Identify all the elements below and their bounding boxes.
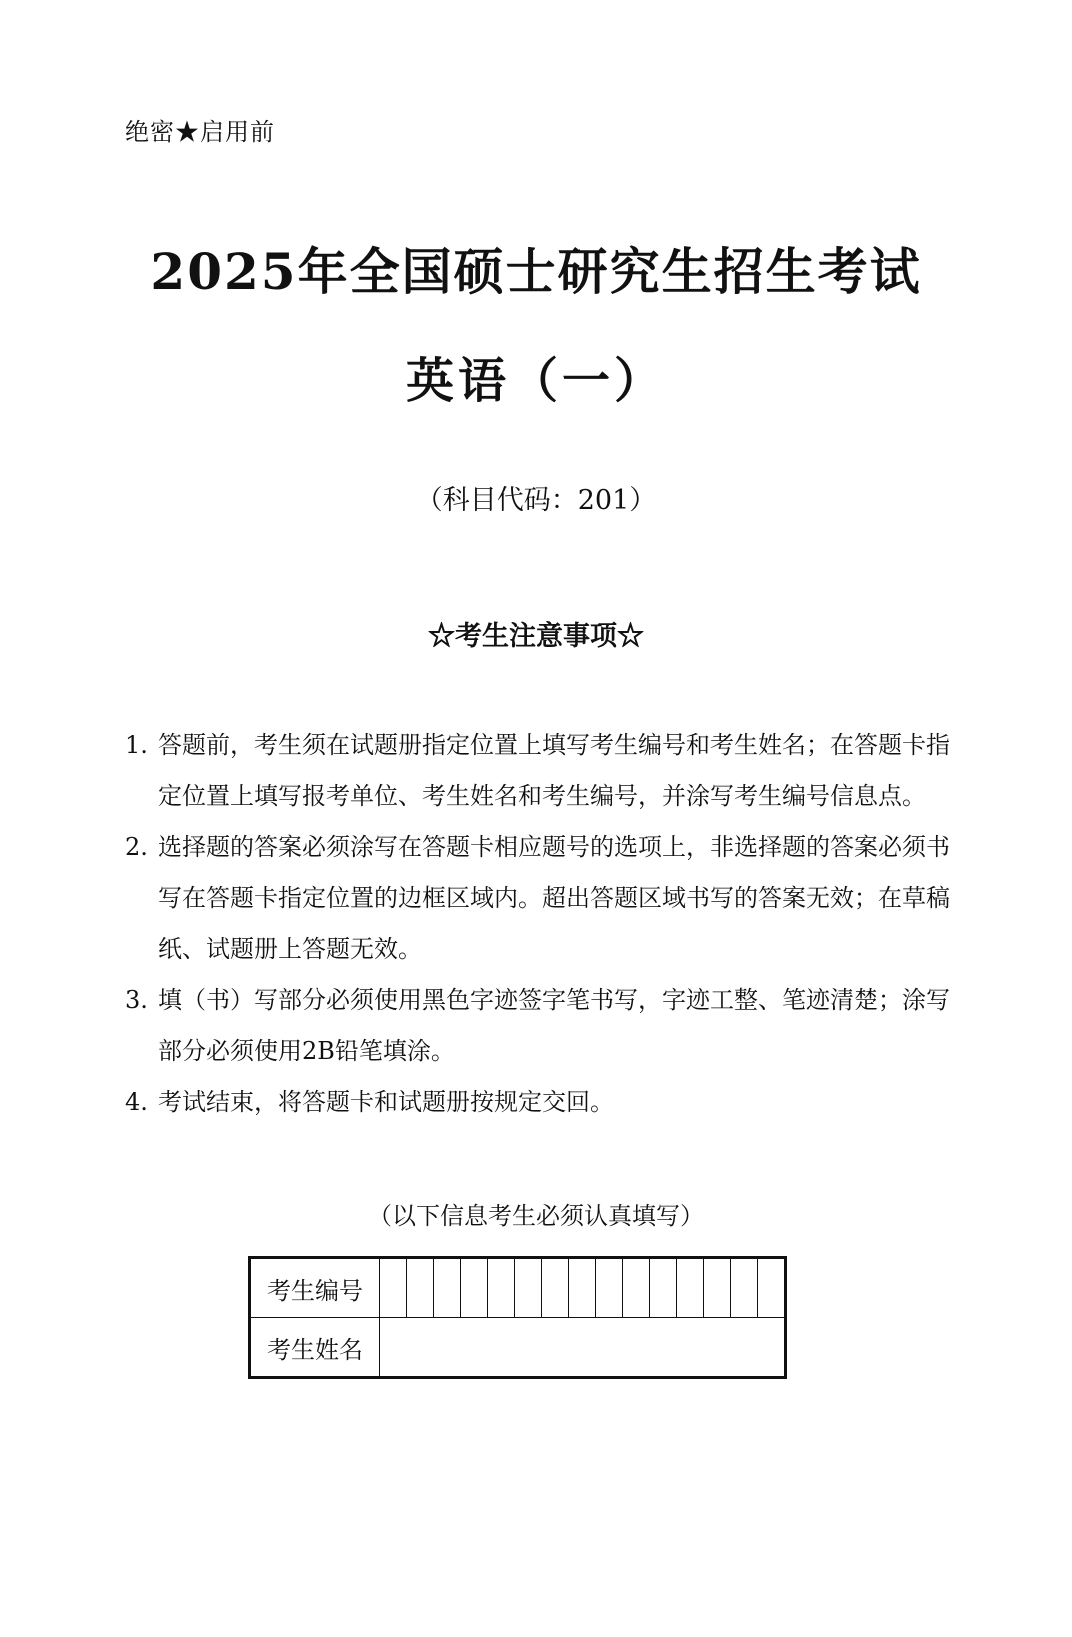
notice-item-number: 3.: [125, 986, 148, 1014]
candidate-number-digit-box[interactable]: [596, 1258, 623, 1318]
notice-item-4: [125, 1077, 955, 1128]
candidate-number-row: [250, 1258, 786, 1318]
confidential-label: 绝密★启用前: [125, 118, 275, 146]
candidate-number-digit-box[interactable]: [758, 1258, 786, 1318]
notice-item-number: 2.: [125, 833, 148, 861]
notice-item-text: 答题前，考生须在试题册指定位置上填写考生编号和考生姓名；在答题卡指定位置上填写报考单位、考生姓名和考生编号，并涂写考生编号信息点。: [158, 731, 950, 810]
notice-heading: ☆考生注意事项☆: [428, 621, 644, 652]
candidate-number-digit-box[interactable]: [380, 1258, 407, 1318]
candidate-number-digit-box[interactable]: [623, 1258, 650, 1318]
candidate-number-label: 考生编号: [250, 1258, 380, 1318]
candidate-number-digit-box[interactable]: [704, 1258, 731, 1318]
exam-title: 2025年全国硕士研究生招生考试: [150, 242, 922, 301]
candidate-number-digit-box[interactable]: [569, 1258, 596, 1318]
subject-code: （科目代码：201）: [415, 485, 657, 516]
notice-item-text: 考试结束，将答题卡和试题册按规定交回。: [158, 1088, 614, 1116]
notice-item-number: 1.: [125, 731, 148, 759]
candidate-number-digit-box[interactable]: [434, 1258, 461, 1318]
candidate-name-row: [250, 1318, 786, 1378]
candidate-number-digit-box[interactable]: [677, 1258, 704, 1318]
candidate-number-digit-box[interactable]: [731, 1258, 758, 1318]
notice-item-number: 4.: [125, 1088, 148, 1116]
candidate-name-label: 考生姓名: [250, 1318, 380, 1378]
candidate-number-digit-box[interactable]: [407, 1258, 434, 1318]
candidate-name-field[interactable]: [380, 1318, 786, 1378]
candidate-number-digit-box[interactable]: [515, 1258, 542, 1318]
notice-item-2: [125, 822, 955, 975]
notice-item-3: [125, 975, 955, 1077]
notice-list: [125, 720, 955, 1128]
candidate-info-table: [248, 1256, 787, 1379]
candidate-number-digit-box[interactable]: [461, 1258, 488, 1318]
info-prompt: （以下信息考生必须认真填写）: [368, 1202, 704, 1230]
notice-item-text: 选择题的答案必须涂写在答题卡相应题号的选项上，非选择题的答案必须书写在答题卡指定位置的边框区域内。超出答题区域书写的答案无效；在草稿纸、试题册上答题无效。: [158, 833, 950, 963]
notice-item-1: [125, 720, 955, 822]
notice-item-text: 填（书）写部分必须使用黑色字迹签字笔书写，字迹工整、笔迹清楚；涂写部分必须使用2B铅笔填涂。: [158, 986, 950, 1065]
candidate-number-digit-box[interactable]: [488, 1258, 515, 1318]
candidate-number-digit-box[interactable]: [650, 1258, 677, 1318]
candidate-number-digit-box[interactable]: [542, 1258, 569, 1318]
exam-subject: 英语（一）: [405, 353, 666, 409]
